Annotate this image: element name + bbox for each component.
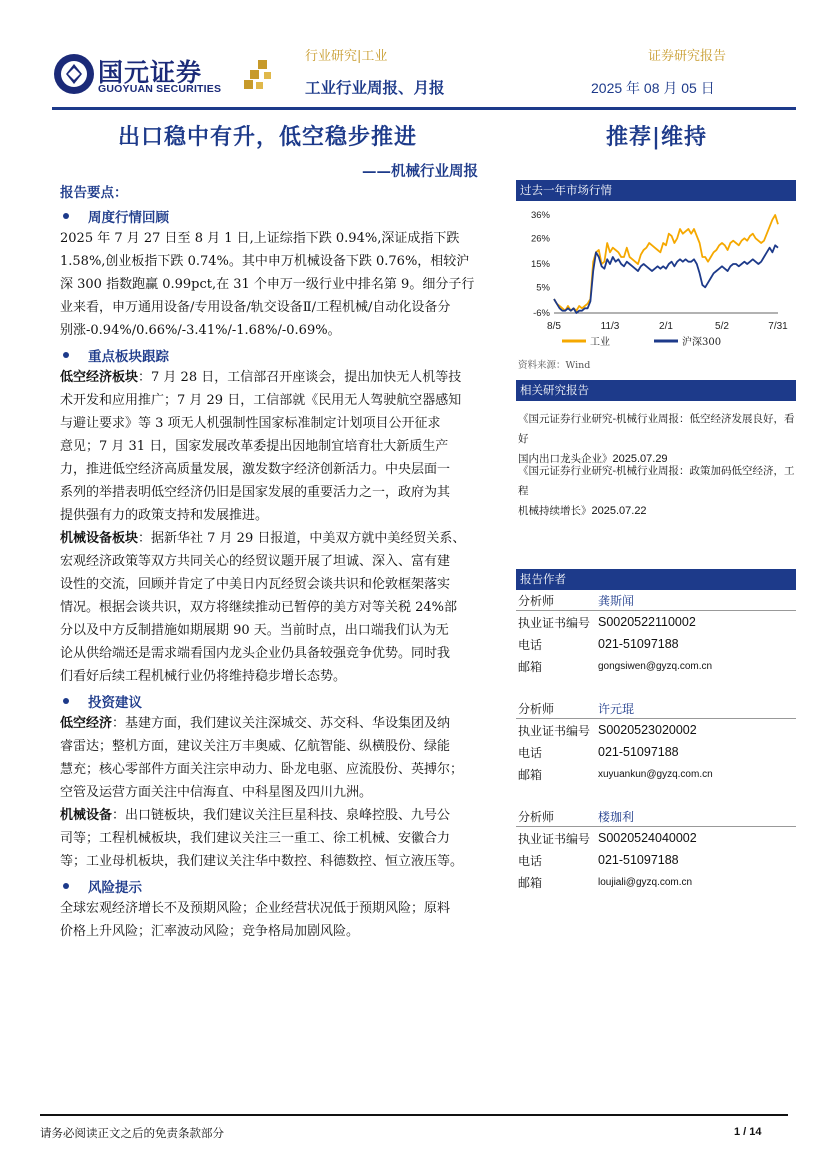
summary-column	[60, 183, 500, 943]
author-analyst-row	[518, 698, 634, 718]
investment-low-altitude-paragraph	[60, 712, 500, 804]
market-line-chart	[516, 201, 796, 351]
author-name: 龚斯闻	[598, 593, 635, 608]
section-title: 风险提示	[88, 880, 142, 896]
report-type: 工业行业周报、月报	[305, 78, 445, 97]
author-name: 楼珈利	[598, 809, 635, 824]
field-label: 电话	[518, 637, 543, 652]
related-report-text: 《国元证券行业研究-机械行业周报：政策加码低空经济，工程	[518, 465, 795, 497]
field-label: 分析师	[518, 809, 555, 824]
report-date: 2025 年 08 月 05 日	[591, 80, 715, 96]
x-tick-label: 7/31	[768, 321, 788, 332]
x-tick-label: 8/5	[547, 321, 561, 332]
text-line: 价格上升风险；汇率波动风险；竞争格局加剧风险。	[60, 924, 360, 939]
text-line: 提供强有力的政策支持和发展推进。	[60, 508, 269, 523]
keyword: 机械设备	[60, 808, 113, 823]
text-line: 业来看，申万通用设备/专用设备/轨交设备Ⅱ/工程机械/自动化设备分	[60, 300, 451, 315]
text-line: 分以及中方反制措施如期展期 90 天。当前时点，出口端我们认为无	[60, 623, 449, 638]
author-email[interactable]: gongsiwen@gyzq.com.cn	[598, 660, 713, 672]
text-line: 睿雷达；整机方面，建议关注万丰奥威、亿航智能、纵横股份、绿能	[60, 739, 451, 754]
text-line: 宏观经济政策等双方共同关心的经贸议题开展了坦诚、深入、富有建	[60, 554, 451, 569]
author-license: S0020522110002	[598, 615, 696, 629]
x-tick-label: 11/3	[600, 321, 620, 332]
author-email-row	[518, 656, 712, 676]
text-line	[60, 712, 500, 735]
field-label: 执业证书编号	[518, 615, 591, 630]
text-line: 深 300 指数跑赢 0.99pct,在 31 个申万一级行业中排名第 9。细分子行	[60, 277, 475, 292]
author-name: 许元琨	[598, 701, 635, 716]
market-chart-title: 过去一年市场行情	[516, 180, 796, 201]
market-chart	[516, 201, 796, 351]
author-phone: 021-51097188	[598, 745, 679, 759]
row-divider	[516, 826, 796, 827]
chart-source: 资料来源：Wind	[518, 360, 591, 371]
text-line: 全球宏观经济增长不及预期风险；企业经营状况低于预期风险；原料	[60, 901, 451, 916]
text-run: ：7 月 28 日，工信部召开座谈会，提出加快无人机等技	[138, 370, 462, 385]
text-line	[518, 501, 798, 521]
field-label: 分析师	[518, 593, 555, 608]
company-logo	[52, 50, 272, 100]
author-license-row	[518, 720, 697, 740]
risk-paragraph	[60, 897, 500, 943]
page-subtitle: ——机械行业周报	[362, 163, 478, 180]
related-report-2[interactable]	[518, 461, 798, 521]
footer-disclaimer: 请务必阅读正文之后的免责条款部分	[40, 1126, 224, 1140]
field-label: 电话	[518, 745, 543, 760]
related-title: 相关研究报告	[516, 380, 796, 401]
section-title: 重点板块跟踪	[88, 349, 169, 365]
text-line	[60, 366, 500, 389]
author-license: S0020524040002	[598, 831, 697, 845]
row-divider	[516, 718, 796, 719]
bullet-icon	[63, 352, 69, 358]
text-line: 设性的交流，回顾并肯定了中美日内瓦经贸会谈共识和伦敦框架落实	[60, 577, 451, 592]
author-email[interactable]: loujiali@gyzq.com.cn	[598, 876, 693, 888]
text-line: 等；工业母机板块，我们建议关注华中数控、科德数控、恒立液压等。	[60, 854, 464, 869]
related-report-1[interactable]	[518, 409, 798, 469]
author-email[interactable]: xuyuankun@gyzq.com.cn	[598, 768, 713, 780]
investment-machinery-paragraph	[60, 804, 500, 873]
bullet-icon	[63, 883, 69, 889]
legend-label: 沪深300	[682, 337, 722, 348]
field-label: 分析师	[518, 701, 555, 716]
author-email-row	[518, 764, 713, 784]
related-report-date: 2025.07.29	[612, 453, 668, 465]
page-title: 出口稳中有升，低空稳步推进	[118, 124, 418, 150]
page-number: 1 / 14	[734, 1126, 762, 1138]
text-line: 1.58%,创业板指下跌 0.74%。其中申万机械设备下跌 0.76%，相较沪	[60, 254, 470, 269]
header-divider	[52, 107, 796, 110]
field-label: 执业证书编号	[518, 831, 591, 846]
section-heading	[60, 690, 500, 712]
bullet-icon	[63, 213, 69, 219]
text-line	[60, 527, 500, 550]
logo-text-en: GUOYUAN SECURITIES	[98, 83, 222, 95]
low-altitude-paragraph	[60, 366, 500, 527]
text-line	[60, 804, 500, 827]
author-phone-row	[518, 742, 679, 762]
text-line: 论从供给端还是需求端看国内龙头企业仍具备较强竞争优势。同时我	[60, 646, 451, 661]
text-line: 意见；7 月 31 日，国家发展改革委提出因地制宜培育壮大新质生产	[60, 439, 449, 454]
authors-title: 报告作者	[516, 569, 796, 590]
author-phone: 021-51097188	[598, 853, 679, 867]
text-line: 情况。根据会谈共识，双方将继续推动已暂停的美方对等关税 24%部	[60, 600, 458, 615]
related-report-date: 2025.07.22	[591, 505, 647, 517]
y-tick-label: 5%	[536, 282, 550, 294]
author-license-row	[518, 612, 696, 632]
text-run: ：据新华社 7 月 29 日报道，中美双方就中美经贸关系、	[138, 531, 466, 546]
field-label: 邮箱	[518, 659, 543, 674]
x-tick-label: 5/2	[715, 321, 729, 332]
y-tick-label: 26%	[530, 233, 550, 245]
y-tick-label: 36%	[530, 210, 550, 221]
author-license-row	[518, 828, 697, 848]
section-heading	[60, 875, 500, 897]
section-title: 周度行情回顾	[88, 210, 169, 226]
text-line: 与避让要求》等 3 项无人机强制性国家标准制定计划项目公开征求	[60, 416, 441, 431]
footer-divider	[40, 1114, 788, 1116]
field-label: 邮箱	[518, 875, 543, 890]
related-report-text: 《国元证券行业研究-机械行业周报：低空经济发展良好，看好	[518, 413, 795, 445]
bullet-icon	[63, 698, 69, 704]
text-line: 2025 年 7 月 27 日至 8 月 1 日,上证综指下跌 0.94%,深证成指下跌	[60, 231, 460, 246]
summary-label: 报告要点：	[60, 185, 128, 201]
x-tick-label: 2/1	[659, 321, 673, 332]
keyword: 低空经济板块	[60, 370, 139, 385]
section-heading	[60, 205, 500, 227]
report-kind: 证券研究报告	[648, 49, 727, 64]
author-email-row	[518, 872, 692, 892]
text-line: 别涨-0.94%/0.66%/-3.41%/-1.68%/-0.69%。	[60, 323, 341, 338]
legend-label: 工业	[590, 337, 610, 348]
text-line: 系列的举措表明低空经济仍旧是国家发展的重要活力之一，政府为其	[60, 485, 451, 500]
logo-emblem-icon	[52, 52, 96, 96]
text-line: 慧充；核心零部件方面关注宗申动力、卧龙电驱、应流股份、英搏尔；	[60, 762, 464, 777]
logo-text-cn: 国元证券	[98, 58, 203, 87]
rating: 推荐|维持	[606, 124, 708, 150]
text-line: 们看好后续工程机械行业仍将维持稳步增长态势。	[60, 669, 347, 684]
text-line: 空管及运营方面关注中信海直、中科星图及四川九洲。	[60, 785, 373, 800]
author-phone-row	[518, 634, 679, 654]
field-label: 邮箱	[518, 767, 543, 782]
author-license: S0020523020002	[598, 723, 697, 737]
row-divider	[516, 610, 796, 611]
section-title: 投资建议	[88, 695, 142, 711]
logo-squares-icon	[242, 58, 276, 92]
keyword: 低空经济	[60, 716, 113, 731]
keyword: 机械设备板块	[60, 531, 139, 546]
author-phone: 021-51097188	[598, 637, 679, 651]
text-line: 术开发和应用推广；7 月 29 日，工信部就《民用无人驾驶航空器感知	[60, 393, 462, 408]
machinery-paragraph	[60, 527, 500, 688]
y-tick-label: -6%	[533, 308, 550, 319]
field-label: 电话	[518, 853, 543, 868]
text-run: ：出口链板块，我们建议关注巨星科技、泉峰控股、九号公	[112, 808, 451, 823]
report-category: 行业研究|工业	[305, 49, 388, 64]
section-heading	[60, 344, 500, 366]
field-label: 执业证书编号	[518, 723, 591, 738]
text-line: 力，推进低空经济高质量发展，激发数字经济创新活力。中央层面一	[60, 462, 451, 477]
text-line: 司等；工程机械板块，我们建议关注三一重工、徐工机械、安徽合力	[60, 831, 451, 846]
related-report-text: 国内出口龙头企业》	[518, 453, 613, 465]
y-tick-label: 15%	[530, 259, 550, 270]
related-report-text: 机械持续增长》	[518, 505, 592, 517]
author-analyst-row	[518, 806, 634, 826]
text-run: ：基建方面，我们建议关注深城交、苏交科、华设集团及纳	[112, 716, 451, 731]
author-analyst-row	[518, 590, 634, 610]
weekly-review-paragraph	[60, 227, 500, 342]
author-phone-row	[518, 850, 679, 870]
